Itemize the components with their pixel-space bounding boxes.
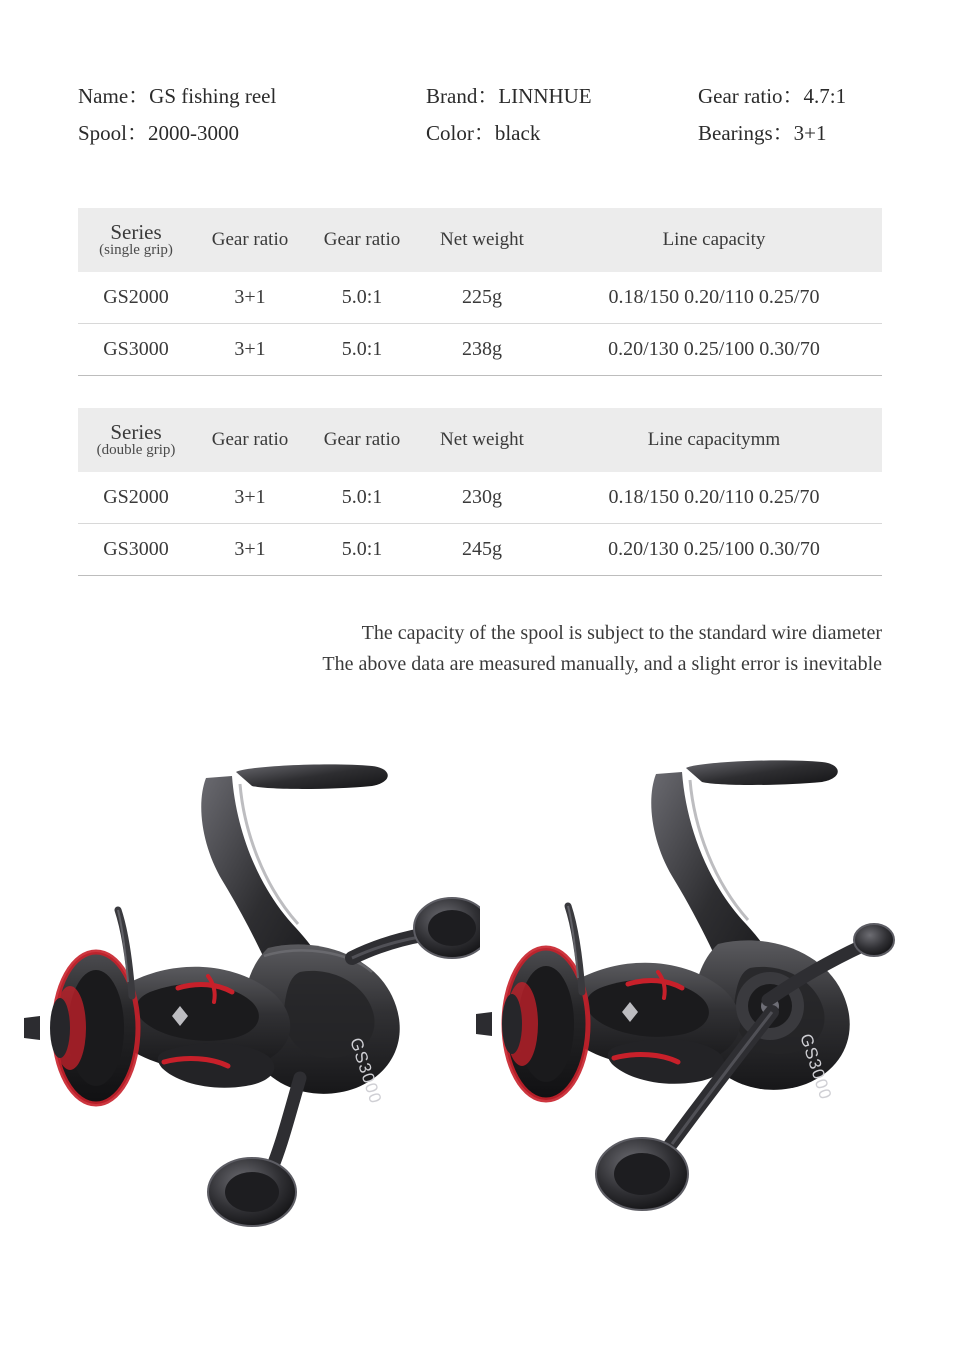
table-header-row: [78, 208, 882, 272]
cell-series: GS2000: [78, 272, 194, 324]
cell-gear1: 3+1: [194, 523, 306, 575]
spec-gear-ratio-value: 4.7:1: [803, 84, 847, 108]
spec-spool-value: 2000-3000: [148, 121, 240, 145]
col-header-line: Line capacitymm: [647, 428, 781, 450]
spec-spool: [78, 117, 426, 147]
col-header-series: [78, 208, 194, 272]
col-header-series: [78, 408, 194, 472]
spec-bearings-label: Bearings：: [698, 121, 794, 145]
cell-gear1: 3+1: [194, 323, 306, 375]
col-header-weight: Net weight: [440, 228, 524, 250]
product-image-double-grip: [470, 720, 950, 1320]
spec-color-value: black: [494, 121, 541, 145]
col-header-series-main: Series: [110, 420, 162, 444]
cell-line: 0.20/130 0.25/100 0.30/70: [546, 523, 882, 575]
table-row: [78, 523, 882, 575]
spec-brand-label: Brand：: [426, 84, 499, 108]
cell-gear2: 5.0:1: [306, 323, 418, 375]
spec-row: [78, 117, 888, 147]
table-header-row: [78, 408, 882, 472]
cell-weight: 238g: [418, 323, 546, 375]
col-header-series-main: Series: [110, 220, 162, 244]
spec-brand: [426, 80, 698, 110]
cell-series: GS3000: [78, 523, 194, 575]
spec-bearings-value: 3+1: [793, 121, 827, 145]
product-images: [0, 720, 960, 1320]
double-grip-table: [78, 408, 882, 576]
reel-lower-knob: [208, 1158, 296, 1226]
col-header-series-sub: (single grip): [99, 242, 173, 259]
cell-series: GS2000: [78, 472, 194, 524]
spec-color-label: Color：: [426, 121, 495, 145]
spec-summary: [78, 80, 888, 154]
spec-name-value: GS fishing reel: [149, 84, 277, 108]
spec-name-label: Name：: [78, 84, 150, 108]
reel-handle-knob-upper: [854, 924, 894, 956]
col-header-gear2: Gear ratio: [323, 228, 401, 250]
note-line-1: The capacity of the spool is subject to the standard wire diameter: [361, 622, 882, 644]
col-header-weight: Net weight: [440, 428, 524, 450]
col-header-gear2: Gear ratio: [323, 428, 401, 450]
spec-row: [78, 80, 888, 110]
cell-weight: 230g: [418, 472, 546, 524]
reel-handle-knob-lower: [596, 1138, 688, 1210]
cell-weight: 245g: [418, 523, 546, 575]
cell-weight: 225g: [418, 272, 546, 324]
spec-brand-value: LINNHUE: [498, 84, 592, 108]
disclaimer-notes: [78, 618, 882, 680]
note-line-2: The above data are measured manually, and a slight error is inevitable: [322, 653, 882, 675]
cell-line: 0.18/150 0.20/110 0.25/70: [546, 272, 882, 324]
cell-gear2: 5.0:1: [306, 272, 418, 324]
spec-gear-ratio: [698, 80, 888, 110]
cell-gear2: 5.0:1: [306, 472, 418, 524]
product-image-single-grip: [0, 720, 480, 1320]
spec-bearings: [698, 117, 888, 147]
col-header-gear1: Gear ratio: [211, 228, 289, 250]
single-grip-table: [78, 208, 882, 376]
product-model-label-left: GS3000: [346, 1035, 386, 1107]
table-row: [78, 272, 882, 324]
cell-gear1: 3+1: [194, 472, 306, 524]
reel-spool: [476, 948, 588, 1100]
spec-spool-label: Spool：: [78, 121, 149, 145]
col-header-line: Line capacity: [662, 228, 766, 250]
spec-gear-ratio-label: Gear ratio：: [698, 84, 804, 108]
cell-line: 0.18/150 0.20/110 0.25/70: [546, 472, 882, 524]
table-row: [78, 323, 882, 375]
spec-name: [78, 80, 426, 110]
cell-gear2: 5.0:1: [306, 523, 418, 575]
reel-spool: [24, 952, 138, 1104]
cell-series: GS3000: [78, 323, 194, 375]
table-row: [78, 472, 882, 524]
product-model-label-right: GS3000: [796, 1031, 836, 1103]
spec-color: [426, 117, 698, 147]
cell-line: 0.20/130 0.25/100 0.30/70: [546, 323, 882, 375]
col-header-gear1: Gear ratio: [211, 428, 289, 450]
cell-gear1: 3+1: [194, 272, 306, 324]
col-header-series-sub: (double grip): [96, 442, 176, 459]
